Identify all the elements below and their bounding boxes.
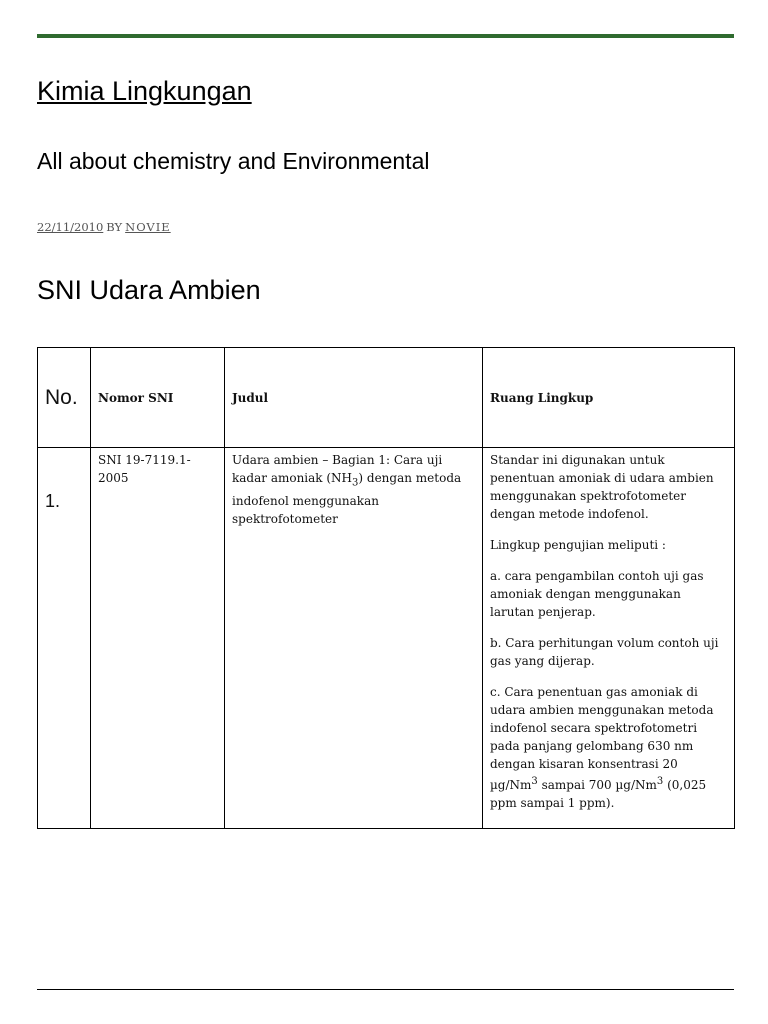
scope-item-c (490, 683, 727, 812)
superscript: 3 (531, 776, 538, 787)
judul-subscript: 3 (352, 477, 359, 489)
row-ruang-lingkup (483, 448, 735, 829)
table-row (38, 448, 735, 829)
site-tagline: All about chemistry and Environmental (37, 148, 430, 174)
row-judul (225, 448, 483, 829)
author-link[interactable]: NOVIE (125, 220, 171, 234)
top-divider (37, 34, 734, 38)
post-title: SNI Udara Ambien (37, 275, 261, 305)
header-no: No. (38, 348, 91, 448)
row-nomor-sni: SNI 19-7119.1-2005 (91, 448, 225, 829)
superscript: 3 (656, 776, 664, 787)
scope-paragraph-lingkup: Lingkup pengujian meliputi : (490, 538, 666, 552)
table-header-row (38, 348, 735, 448)
judul-text-end: ) dengan metoda indofenol menggunakan spektrofotometer (232, 471, 462, 527)
scope-item-c-text: sampai 700 µg/Nm (537, 778, 657, 792)
bottom-divider (37, 989, 734, 990)
post-date-link[interactable]: 22/11/2010 (37, 220, 104, 234)
post-meta (37, 220, 171, 234)
judul-text-start: Udara ambien – Bagian 1: Cara uji kadar amoniak (NH (232, 453, 443, 485)
header-ruang-lingkup: Ruang Lingkup (483, 348, 735, 448)
sni-table (37, 347, 735, 829)
by-label: BY (106, 220, 123, 234)
header-judul: Judul (225, 348, 483, 448)
scope-item-b: b. Cara perhitungan volum contoh uji gas yang dijerap. (490, 636, 719, 668)
scope-item-c-text: (0,025 ppm sampai 1 ppm). (490, 778, 707, 810)
row-number: 1. (45, 490, 61, 511)
row-number-cell (38, 448, 91, 829)
site-title-link[interactable]: Kimia Lingkungan (37, 76, 252, 106)
scope-item-a: a. cara pengambilan contoh uji gas amoniak dengan menggunakan larutan penjerap. (490, 569, 704, 619)
scope-paragraph-intro: Standar ini digunakan untuk penentuan amoniak di udara ambien menggunakan spektrofotometer dengan metode indofenol. (490, 453, 714, 521)
scope-item-c-text: c. Cara penentuan gas amoniak di udara ambien menggunakan metoda indofenol secara spektrofotometri pada panjang gelombang 630 nm dengan kisaran konsentrasi 20 µg/Nm (490, 685, 714, 792)
header-nomor-sni: Nomor SNI (91, 348, 225, 448)
